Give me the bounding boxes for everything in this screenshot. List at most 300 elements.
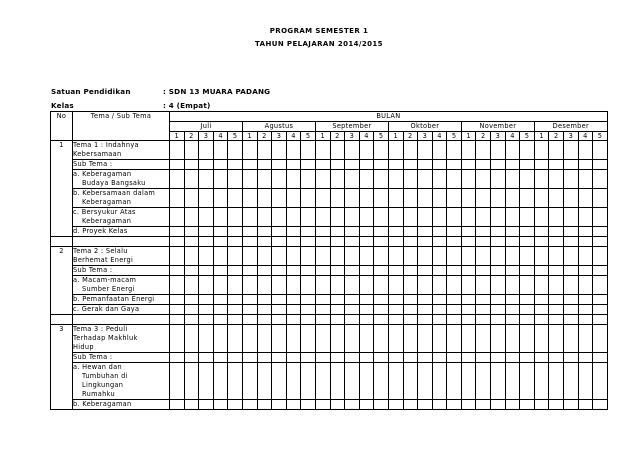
schedule-cell <box>272 227 287 237</box>
spacer-row <box>51 315 608 325</box>
theme-title <box>73 325 170 353</box>
schedule-cell <box>286 305 301 315</box>
schedule-cell <box>170 170 185 189</box>
schedule-cell <box>564 325 579 353</box>
schedule-cell <box>330 400 345 410</box>
schedule-cell <box>593 227 608 237</box>
schedule-cell <box>374 189 389 208</box>
week-header: 3 <box>564 132 579 141</box>
schedule-cell <box>184 170 199 189</box>
theme-row <box>51 325 608 353</box>
schedule-cell <box>491 305 506 315</box>
schedule-cell <box>476 295 491 305</box>
schedule-cell <box>242 315 257 325</box>
schedule-cell <box>213 353 228 363</box>
schedule-cell <box>578 400 593 410</box>
schedule-cell <box>505 189 520 208</box>
schedule-cell <box>345 247 360 266</box>
sub-theme-item <box>73 227 170 237</box>
theme-row <box>51 247 608 266</box>
schedule-cell <box>578 276 593 295</box>
schedule-cell <box>228 363 243 400</box>
schedule-cell <box>447 189 462 208</box>
schedule-cell <box>564 208 579 227</box>
schedule-cell <box>359 170 374 189</box>
schedule-cell <box>242 266 257 276</box>
text-line: a. Keberagaman <box>73 170 132 178</box>
schedule-cell <box>272 295 287 305</box>
schedule-cell <box>199 237 214 247</box>
schedule-cell <box>491 227 506 237</box>
schedule-cell <box>505 400 520 410</box>
schedule-cell <box>345 141 360 160</box>
schedule-cell <box>170 353 185 363</box>
schedule-cell <box>418 363 433 400</box>
schedule-cell <box>315 170 330 189</box>
schedule-cell <box>447 141 462 160</box>
schedule-cell <box>315 325 330 353</box>
schedule-cell <box>578 141 593 160</box>
schedule-cell <box>315 305 330 315</box>
schedule-cell <box>242 141 257 160</box>
schedule-cell <box>257 237 272 247</box>
schedule-cell <box>199 315 214 325</box>
schedule-cell <box>578 305 593 315</box>
schedule-cell <box>330 160 345 170</box>
schedule-cell <box>374 237 389 247</box>
schedule-cell <box>403 227 418 237</box>
schedule-cell <box>213 315 228 325</box>
schedule-cell <box>578 363 593 400</box>
schedule-cell <box>476 189 491 208</box>
schedule-cell <box>170 160 185 170</box>
schedule-cell <box>564 276 579 295</box>
schedule-cell <box>242 237 257 247</box>
text-line: Tumbuhan di <box>82 372 128 380</box>
theme-number: 3 <box>51 325 73 410</box>
schedule-cell <box>578 160 593 170</box>
schedule-cell <box>199 160 214 170</box>
week-header: 5 <box>374 132 389 141</box>
schedule-cell <box>476 247 491 266</box>
schedule-cell <box>199 170 214 189</box>
schedule-cell <box>228 400 243 410</box>
schedule-cell <box>315 141 330 160</box>
week-header: 1 <box>315 132 330 141</box>
schedule-cell <box>330 266 345 276</box>
schedule-cell <box>170 315 185 325</box>
schedule-cell <box>418 170 433 189</box>
schedule-cell <box>491 353 506 363</box>
schedule-cell <box>330 295 345 305</box>
schedule-cell <box>388 170 403 189</box>
schedule-cell <box>578 266 593 276</box>
schedule-cell <box>213 247 228 266</box>
schedule-cell <box>534 266 549 276</box>
schedule-cell <box>388 363 403 400</box>
schedule-cell <box>520 227 535 237</box>
schedule-cell <box>301 363 316 400</box>
schedule-cell <box>286 295 301 305</box>
text-line: c. Gerak dan Gaya <box>73 305 140 313</box>
schedule-cell <box>520 189 535 208</box>
schedule-cell <box>286 227 301 237</box>
schedule-cell <box>461 353 476 363</box>
schedule-cell <box>345 208 360 227</box>
schedule-cell <box>418 400 433 410</box>
text-line: d. Proyek Kelas <box>73 227 128 235</box>
schedule-cell <box>345 276 360 295</box>
schedule-cell <box>184 141 199 160</box>
schedule-cell <box>447 315 462 325</box>
schedule-cell <box>228 160 243 170</box>
sub-theme-row <box>51 276 608 295</box>
schedule-cell <box>345 237 360 247</box>
month-header: Oktober <box>388 122 461 132</box>
schedule-cell <box>184 400 199 410</box>
schedule-cell <box>447 208 462 227</box>
week-header: 1 <box>170 132 185 141</box>
schedule-cell <box>330 189 345 208</box>
schedule-cell <box>593 141 608 160</box>
schedule-cell <box>388 208 403 227</box>
schedule-cell <box>184 276 199 295</box>
schedule-cell <box>403 276 418 295</box>
week-header: 3 <box>345 132 360 141</box>
schedule-cell <box>213 295 228 305</box>
schedule-cell <box>418 141 433 160</box>
schedule-cell <box>447 160 462 170</box>
schedule-cell <box>388 266 403 276</box>
schedule-cell <box>272 170 287 189</box>
sub-theme-row <box>51 208 608 227</box>
schedule-cell <box>403 208 418 227</box>
schedule-cell <box>170 141 185 160</box>
schedule-cell <box>301 237 316 247</box>
schedule-cell <box>242 353 257 363</box>
schedule-cell <box>505 295 520 305</box>
schedule-cell <box>534 237 549 247</box>
schedule-cell <box>228 189 243 208</box>
spacer-cell <box>73 315 170 325</box>
schedule-cell <box>184 305 199 315</box>
week-header: 4 <box>286 132 301 141</box>
schedule-cell <box>315 363 330 400</box>
schedule-cell <box>578 247 593 266</box>
schedule-cell <box>447 363 462 400</box>
schedule-cell <box>345 400 360 410</box>
header-bulan: BULAN <box>170 112 608 122</box>
schedule-cell <box>461 189 476 208</box>
schedule-cell <box>476 170 491 189</box>
schedule-cell <box>257 208 272 227</box>
schedule-cell <box>330 227 345 237</box>
schedule-cell <box>388 247 403 266</box>
sub-theme-label-row <box>51 160 608 170</box>
schedule-cell <box>564 247 579 266</box>
theme-title <box>73 141 170 160</box>
schedule-cell <box>476 353 491 363</box>
schedule-cell <box>359 237 374 247</box>
week-header: 2 <box>476 132 491 141</box>
schedule-cell <box>593 266 608 276</box>
schedule-cell <box>520 160 535 170</box>
week-header: 3 <box>199 132 214 141</box>
sub-theme-row <box>51 400 608 410</box>
schedule-cell <box>345 160 360 170</box>
schedule-cell <box>564 237 579 247</box>
schedule-cell <box>418 276 433 295</box>
week-header: 2 <box>549 132 564 141</box>
schedule-cell <box>272 315 287 325</box>
week-header: 5 <box>228 132 243 141</box>
schedule-cell <box>476 305 491 315</box>
schedule-cell <box>374 325 389 353</box>
text-line: b. Keberagaman <box>73 400 132 408</box>
schedule-cell <box>505 208 520 227</box>
schedule-cell <box>593 276 608 295</box>
schedule-cell <box>359 400 374 410</box>
schedule-cell <box>374 353 389 363</box>
schedule-cell <box>534 160 549 170</box>
sub-theme-item <box>73 208 170 227</box>
schedule-cell <box>228 295 243 305</box>
schedule-cell <box>505 276 520 295</box>
schedule-cell <box>418 305 433 315</box>
schedule-cell <box>199 305 214 315</box>
schedule-cell <box>345 295 360 305</box>
schedule-cell <box>593 325 608 353</box>
schedule-cell <box>461 227 476 237</box>
schedule-cell <box>505 315 520 325</box>
schedule-cell <box>213 363 228 400</box>
schedule-cell <box>491 363 506 400</box>
schedule-cell <box>359 295 374 305</box>
schedule-cell <box>330 363 345 400</box>
schedule-cell <box>374 170 389 189</box>
schedule-cell <box>228 247 243 266</box>
schedule-cell <box>272 266 287 276</box>
schedule-cell <box>286 325 301 353</box>
schedule-cell <box>242 325 257 353</box>
schedule-cell <box>242 189 257 208</box>
schedule-cell <box>170 208 185 227</box>
schedule-cell <box>359 363 374 400</box>
schedule-cell <box>257 295 272 305</box>
schedule-cell <box>418 237 433 247</box>
schedule-cell <box>374 276 389 295</box>
schedule-cell <box>272 141 287 160</box>
semester-program-table <box>50 111 608 410</box>
week-header: 5 <box>301 132 316 141</box>
schedule-cell <box>520 353 535 363</box>
schedule-cell <box>578 227 593 237</box>
schedule-cell <box>213 266 228 276</box>
month-header: Agustus <box>242 122 315 132</box>
schedule-cell <box>549 305 564 315</box>
header-tema: Tema / Sub Tema <box>73 112 170 141</box>
sub-theme-item <box>73 400 170 410</box>
schedule-cell <box>388 295 403 305</box>
schedule-cell <box>213 170 228 189</box>
schedule-cell <box>228 266 243 276</box>
schedule-cell <box>242 276 257 295</box>
schedule-cell <box>403 247 418 266</box>
schedule-cell <box>213 237 228 247</box>
schedule-cell <box>432 189 447 208</box>
sub-theme-row <box>51 305 608 315</box>
schedule-cell <box>432 170 447 189</box>
schedule-cell <box>184 295 199 305</box>
schedule-cell <box>505 247 520 266</box>
schedule-cell <box>242 227 257 237</box>
schedule-cell <box>286 247 301 266</box>
schedule-cell <box>520 325 535 353</box>
schedule-cell <box>184 247 199 266</box>
schedule-cell <box>228 141 243 160</box>
schedule-cell <box>432 363 447 400</box>
schedule-cell <box>170 247 185 266</box>
schedule-cell <box>388 353 403 363</box>
schedule-cell <box>549 276 564 295</box>
schedule-cell <box>374 295 389 305</box>
schedule-cell <box>432 208 447 227</box>
schedule-cell <box>286 315 301 325</box>
schedule-cell <box>213 141 228 160</box>
schedule-cell <box>359 189 374 208</box>
text-line: b. Kebersamaan dalam <box>73 189 156 197</box>
week-header: 5 <box>447 132 462 141</box>
week-header: 1 <box>388 132 403 141</box>
schedule-cell <box>301 353 316 363</box>
schedule-cell <box>534 141 549 160</box>
schedule-cell <box>170 237 185 247</box>
schedule-cell <box>388 276 403 295</box>
schedule-cell <box>549 141 564 160</box>
schedule-cell <box>418 208 433 227</box>
sub-theme-label: Sub Tema : <box>73 160 170 170</box>
schedule-cell <box>534 353 549 363</box>
schedule-cell <box>476 141 491 160</box>
schedule-cell <box>476 276 491 295</box>
week-header: 3 <box>491 132 506 141</box>
school-label: Satuan Pendidikan <box>51 87 131 96</box>
schedule-cell <box>257 315 272 325</box>
schedule-cell <box>301 160 316 170</box>
schedule-cell <box>461 305 476 315</box>
schedule-cell <box>184 227 199 237</box>
schedule-cell <box>272 276 287 295</box>
schedule-cell <box>549 247 564 266</box>
week-header: 4 <box>432 132 447 141</box>
schedule-cell <box>199 141 214 160</box>
schedule-cell <box>505 227 520 237</box>
schedule-cell <box>564 266 579 276</box>
schedule-cell <box>301 325 316 353</box>
schedule-cell <box>564 315 579 325</box>
schedule-cell <box>432 276 447 295</box>
schedule-cell <box>461 247 476 266</box>
schedule-cell <box>388 315 403 325</box>
sub-theme-row <box>51 227 608 237</box>
schedule-cell <box>315 276 330 295</box>
schedule-cell <box>228 237 243 247</box>
schedule-cell <box>199 189 214 208</box>
sub-theme-item <box>73 276 170 295</box>
schedule-cell <box>374 305 389 315</box>
week-header: 5 <box>520 132 535 141</box>
schedule-cell <box>534 363 549 400</box>
schedule-cell <box>228 315 243 325</box>
schedule-cell <box>199 353 214 363</box>
schedule-cell <box>359 353 374 363</box>
schedule-cell <box>315 400 330 410</box>
schedule-cell <box>432 295 447 305</box>
schedule-cell <box>476 208 491 227</box>
schedule-cell <box>549 363 564 400</box>
schedule-cell <box>374 363 389 400</box>
week-header: 3 <box>418 132 433 141</box>
schedule-cell <box>345 170 360 189</box>
schedule-cell <box>272 189 287 208</box>
schedule-cell <box>359 208 374 227</box>
schedule-cell <box>564 400 579 410</box>
schedule-cell <box>520 363 535 400</box>
schedule-cell <box>578 170 593 189</box>
schedule-cell <box>403 315 418 325</box>
schedule-cell <box>199 325 214 353</box>
schedule-cell <box>520 141 535 160</box>
sub-theme-label-row <box>51 266 608 276</box>
schedule-cell <box>403 160 418 170</box>
schedule-cell <box>170 363 185 400</box>
schedule-cell <box>534 170 549 189</box>
schedule-cell <box>242 247 257 266</box>
schedule-cell <box>418 189 433 208</box>
schedule-cell <box>534 400 549 410</box>
schedule-cell <box>184 237 199 247</box>
schedule-cell <box>432 315 447 325</box>
schedule-cell <box>549 227 564 237</box>
schedule-cell <box>418 266 433 276</box>
schedule-cell <box>476 160 491 170</box>
schedule-cell <box>534 315 549 325</box>
month-header: Desember <box>534 122 607 132</box>
schedule-cell <box>549 400 564 410</box>
schedule-cell <box>330 325 345 353</box>
schedule-cell <box>286 141 301 160</box>
schedule-cell <box>461 363 476 400</box>
schedule-cell <box>228 276 243 295</box>
schedule-cell <box>534 247 549 266</box>
schedule-cell <box>403 305 418 315</box>
schedule-cell <box>272 247 287 266</box>
schedule-cell <box>491 189 506 208</box>
schedule-cell <box>213 400 228 410</box>
schedule-cell <box>432 141 447 160</box>
sub-theme-row <box>51 295 608 305</box>
schedule-cell <box>345 363 360 400</box>
schedule-cell <box>330 141 345 160</box>
text-line: a. Macam-macam <box>73 276 137 284</box>
schedule-cell <box>213 276 228 295</box>
sub-theme-row <box>51 363 608 400</box>
schedule-cell <box>330 237 345 247</box>
schedule-cell <box>199 400 214 410</box>
schedule-cell <box>388 325 403 353</box>
schedule-cell <box>374 227 389 237</box>
schedule-cell <box>418 295 433 305</box>
